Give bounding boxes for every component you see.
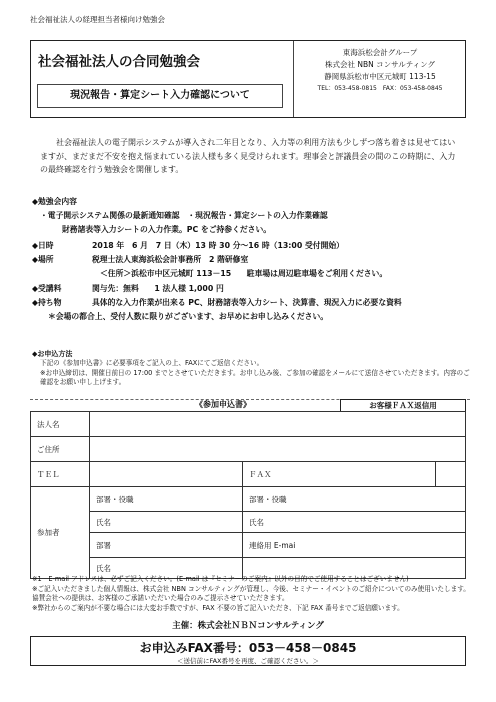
org-company: 株式会社 NBN コンサルティング xyxy=(324,60,435,69)
content-line-2: 財務諸表等入力シートの入力作業。PC をご持参ください。 xyxy=(62,225,272,234)
fee-label: ◆受講料 xyxy=(32,284,62,293)
attendee2-dept-field[interactable] xyxy=(243,487,466,512)
place-label: ◆場所 xyxy=(32,255,54,264)
org-contact: TEL：053-458-0815 FAX：053-458-0845 xyxy=(317,85,443,92)
tel-label: ＴＥＬ xyxy=(31,462,90,487)
org-group: 東海浜松会計グループ xyxy=(342,48,418,57)
place-address: ＜住所＞浜松市中区元城町 113－15 駐車場は周辺駐車場をご利用ください。 xyxy=(100,269,388,278)
form-label: 《参加申込書》 xyxy=(195,400,251,409)
page-subtitle: 現況報告・算定シート入力確認について xyxy=(37,84,283,108)
note-3: ※弊社からのご案内が不要な場合には大変お手数ですが、FAX 不要の旨ご記入いただき、下記 FAX 番号までご返信願います。 xyxy=(32,603,404,612)
fee-value: 関与先：無料 1 法人様 1,000 円 xyxy=(92,284,224,293)
dept-label-1: 部署・役職 xyxy=(96,494,134,504)
fax-note: ＜送信前にFAX番号を再度、ご確認ください。＞ xyxy=(176,657,320,665)
notes xyxy=(32,575,472,613)
corp-name-field[interactable] xyxy=(90,412,466,437)
dept-label-2: 部署・役職 xyxy=(249,494,287,504)
address-label: ご住所 xyxy=(31,437,90,462)
apply-line-2: ※お申込締切は、開催日前日の 17:00 までとさせていただきます。お申し込み後、ご参加の確認をメールにて送信させていただきます。内容のご確認をお願い申し上げます。 xyxy=(40,368,470,386)
place-value: 税理士法人東海浜松会計事務所 2 階研修室 xyxy=(92,255,249,264)
application-form xyxy=(30,411,466,579)
fax-number: お申込みFAX番号：053－458－0845 xyxy=(139,641,357,655)
fax-field-extra[interactable] xyxy=(436,462,466,487)
organizer-info xyxy=(295,47,465,95)
fax-field[interactable] xyxy=(243,462,436,487)
header-box xyxy=(30,40,466,118)
apply-line-1: 下記の《参加申込書》に必要事項をご記入の上、FAXにてご返信ください。 xyxy=(40,359,264,367)
fax-return-box: お客様ＦＡＸ返信用 xyxy=(340,399,466,412)
note-2: ※ご記入いただきました個人情報は、株式会社 NBN コンサルティングが管理し、今後、セミナー・イベントのご紹介についてのみ使用いたします。協賛会社への提供は、お客様のご承諾いただいた場合のみご提示させていただきます。 xyxy=(32,584,470,602)
attendees-label: 参加者 xyxy=(31,487,90,579)
attendee1-dept-field[interactable] xyxy=(90,487,243,512)
intro-paragraph: 社会福祉法人の電子開示システムが導入され二年目となり、入力等の利用方法も少しずつ落ち着きは見せてはいますが、まだまだ不安を抱え悩まれている法人様も多く見受けられます。理事会と評議員会の間のこの時期に、入力の最終確認を行う勉強会を開催します。 xyxy=(40,138,456,174)
sponsor: 主催：株式会社ＮＢＮコンサルティング xyxy=(172,621,324,631)
email-field[interactable] xyxy=(243,533,466,558)
attendee1-name-field[interactable] xyxy=(90,512,243,533)
name-label-2: 氏名 xyxy=(249,517,264,527)
dept-field[interactable] xyxy=(90,533,243,558)
content-heading: ◆勉強会内容 xyxy=(32,197,77,206)
header-title-area xyxy=(31,41,294,117)
corp-name-label: 法人名 xyxy=(31,412,90,437)
fax-label: ＦＡＸ xyxy=(249,469,272,479)
address-field[interactable] xyxy=(90,437,466,462)
bring-label: ◆持ち物 xyxy=(32,298,62,307)
fax-footer xyxy=(30,636,466,666)
attendee2-name-field[interactable] xyxy=(243,512,466,533)
org-address: 静岡県浜松市中区元城町 113-15 xyxy=(324,72,436,81)
note-1: ※1 E-mail アドレスは、必ずご記入ください。(E-mail は『セミナーのご案内』以外の目的でご使用することはございません) xyxy=(32,575,409,583)
apply-instructions xyxy=(40,359,472,388)
page-title: 社会福祉法人の合同勉強会 xyxy=(38,54,200,70)
content-line-1: ・電子開示システム関係の最新通知確認 ・現況報告・算定シートの入力作業確認 xyxy=(40,211,328,220)
apply-heading: ◆お申込方法 xyxy=(32,350,73,358)
email-label: 連絡用 E-mai xyxy=(249,540,296,550)
date-value: 2018 年 6 月 7 日（木）13 時 30 分～16 時（13:00 受付開始） xyxy=(92,241,344,250)
name-label-3: 氏名 xyxy=(96,563,111,573)
tel-field[interactable] xyxy=(90,462,243,487)
name-label-1: 氏名 xyxy=(96,517,111,527)
bring-value: 具体的な入力作業が出来る PC、財務諸表等入力シート、決算書、現況入力に必要な資料 xyxy=(92,298,402,307)
document-tag: 社会福祉法人の経理担当者様向け勉強会 xyxy=(30,15,165,24)
date-label: ◆日時 xyxy=(32,241,54,250)
bring-note: ＊会場の都合上、受付人数に限りがございます、お早めにお申し込みください。 xyxy=(48,312,329,321)
dept-label-3: 部署 xyxy=(96,540,111,550)
